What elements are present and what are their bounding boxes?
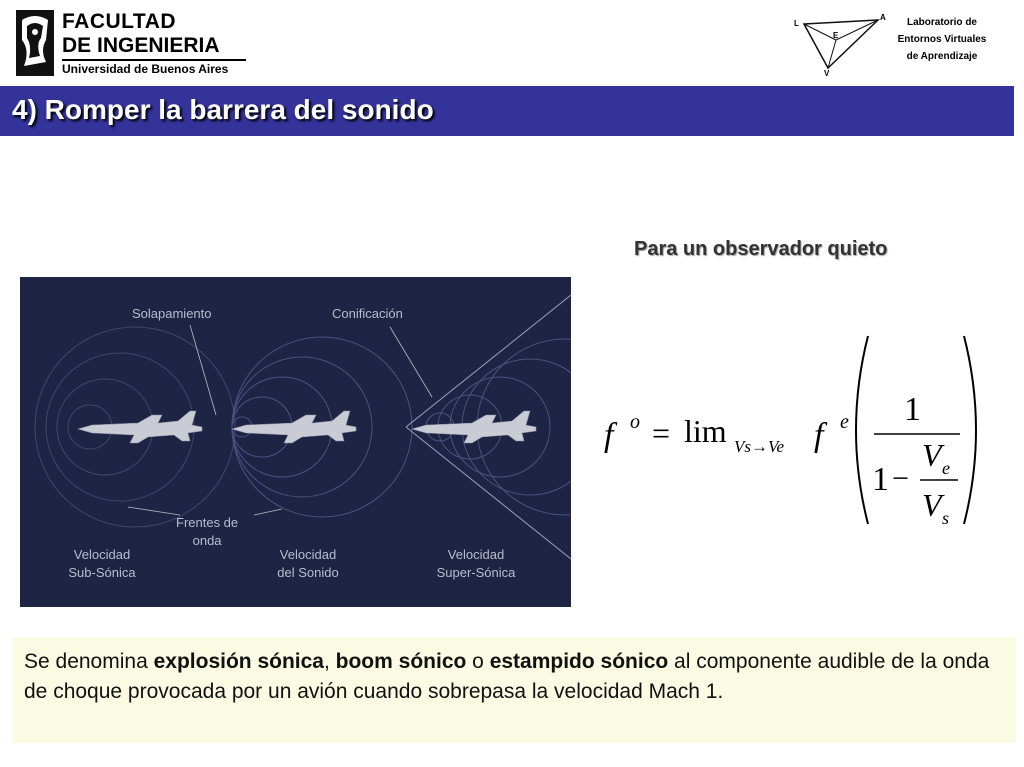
label-wavefronts-line2: onda (192, 533, 222, 548)
label-sonic-line2: del Sonido (277, 565, 339, 580)
faculty-crest-icon (16, 10, 54, 76)
jet-sonic-icon (232, 411, 356, 443)
faculty-name-line2: DE INGENIERIA (62, 34, 220, 57)
term-sonic-explosion: explosión sónica (153, 650, 324, 673)
leader-lines (128, 325, 432, 515)
faculty-name-line1: FACULTAD (62, 10, 177, 33)
label-sonic-line1: Velocidad (279, 547, 337, 562)
formula-vs: V (922, 487, 942, 523)
formula-f-emitted: f (814, 417, 824, 454)
formula-vs-sub: s (942, 508, 950, 528)
term-sonic-boom: boom sónico (335, 650, 467, 673)
label-supersonic (426, 546, 526, 582)
lab-triangle-icon (790, 10, 890, 76)
definition-text (24, 647, 1009, 707)
label-wavefronts-line1: Frentes de (176, 515, 239, 530)
label-supersonic-line2: Super-Sónica (436, 565, 516, 580)
formula-numerator-one: 1 (904, 391, 921, 428)
lab-name-line2: Entornos Virtuales (897, 34, 987, 45)
jet-subsonic-icon (78, 411, 202, 443)
lab-logo (790, 10, 1020, 76)
definition-box (12, 637, 1016, 743)
slide-subtitle: Para un observador quieto (634, 238, 888, 260)
formula-minus: − (892, 462, 909, 495)
label-subsonic-line1: Velocidad (73, 547, 131, 562)
lab-name-line1: Laboratorio de (906, 17, 977, 28)
formula-lim-sub: Vs→Ve (734, 437, 785, 456)
definition-text-4: al componente audible de la onda de choque provocada por un avión cuando sobrepasa la velocidad Mach 1. (24, 650, 990, 703)
lab-vertex-a: A (880, 13, 886, 22)
formula-sup-e: e (840, 411, 849, 433)
definition-text-3: o (466, 650, 490, 673)
sound-barrier-diagram (20, 277, 571, 607)
lab-name-line3: de Aprendizaje (906, 51, 978, 62)
label-subsonic-line2: Sub-Sónica (68, 565, 136, 580)
label-supersonic-line1: Velocidad (447, 547, 505, 562)
lab-vertex-v: V (824, 69, 830, 76)
label-wavefronts (176, 514, 238, 550)
lab-vertex-l: L (794, 19, 799, 28)
jet-supersonic-icon (412, 411, 536, 443)
doppler-formula (600, 330, 990, 530)
lab-vertex-e: E (833, 31, 839, 40)
formula-left-paren (856, 336, 868, 524)
formula-right-paren (964, 336, 976, 524)
lab-name (888, 14, 996, 65)
definition-text-1: Se denomina (24, 650, 154, 673)
label-sonic (266, 546, 350, 582)
faculty-rule (62, 59, 246, 61)
definition-text-2: , (323, 650, 336, 673)
label-subsonic (60, 546, 144, 582)
formula-equals: = (652, 415, 671, 451)
formula-ve: V (922, 437, 942, 473)
title-bar (0, 86, 1014, 136)
university-name: Universidad de Buenos Aires (62, 62, 229, 76)
label-overlap: Solapamiento (132, 306, 212, 321)
formula-ve-sub: e (942, 458, 950, 478)
term-sonic-bang: estampido sónico (489, 650, 669, 673)
formula-sup-o: o (630, 411, 640, 433)
label-conification: Conificación (332, 306, 403, 321)
formula-lim: lim (684, 413, 727, 449)
slide-header (0, 0, 1024, 86)
faculty-logo (16, 10, 246, 80)
slide-title: 4) Romper la barrera del sonido (12, 94, 434, 125)
formula-denominator-one: 1 (872, 461, 889, 498)
formula-f-observed: f (604, 417, 614, 454)
